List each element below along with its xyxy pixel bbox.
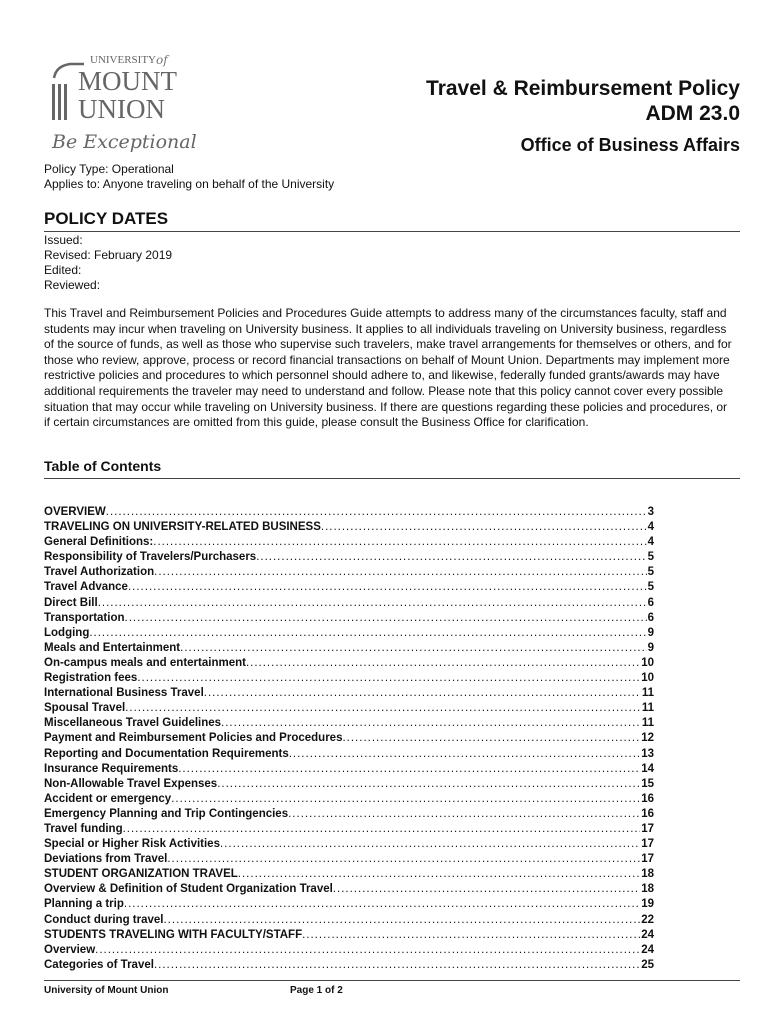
toc-leader-dots	[302, 928, 640, 943]
toc-entry[interactable]	[44, 882, 654, 897]
toc-entry-label: Deviations from Travel	[44, 853, 168, 866]
toc-entry-label: OVERVIEW	[44, 506, 106, 518]
toc-entry-page: 11	[641, 687, 654, 700]
toc-leader-dots	[124, 897, 640, 912]
toc-entry-label: Payment and Reimbursement Policies and Procedures	[44, 732, 343, 745]
toc-entry-label: STUDENTS TRAVELING WITH FACULTY/STAFF	[44, 928, 303, 941]
toc-entry[interactable]	[44, 747, 654, 762]
document-title-block	[426, 76, 740, 157]
toc-entry[interactable]	[44, 731, 654, 746]
toc-entry[interactable]	[44, 822, 654, 837]
toc-leader-dots	[137, 671, 640, 686]
toc-entry[interactable]	[44, 701, 654, 716]
toc-entry-page: 24	[641, 943, 654, 956]
toc-entry-label: Responsibility of Travelers/Purchasers	[44, 551, 257, 564]
toc-entry-page: 17	[641, 838, 654, 851]
table-of-contents	[44, 505, 654, 973]
toc-leader-dots	[180, 641, 646, 656]
toc-leader-dots	[288, 807, 640, 822]
toc-leader-dots	[98, 596, 647, 611]
footer-page-number: Page 1 of 2	[290, 985, 343, 996]
toc-entry-label: Accident or emergency	[44, 792, 172, 805]
toc-entry-label: Conduct during travel	[44, 913, 164, 926]
toc-entry-label: Non-Allowable Travel Expenses	[44, 777, 218, 790]
toc-entry[interactable]	[44, 807, 654, 822]
toc-entry-label: Travel funding	[44, 822, 123, 835]
logo-union-text: UNION	[78, 94, 165, 124]
toc-leader-dots	[178, 762, 640, 777]
toc-leader-dots	[256, 550, 646, 565]
toc-entry-page: 18	[641, 868, 654, 881]
page-footer	[44, 980, 740, 996]
toc-entry-label: TRAVELING ON UNIVERSITY-RELATED BUSINESS	[44, 521, 321, 534]
toc-entry-label: Reporting and Documentation Requirements	[44, 747, 289, 760]
document-title: Travel & Reimbursement Policy	[426, 77, 740, 100]
toc-leader-dots	[89, 626, 646, 641]
toc-entry-label: On-campus meals and entertainment	[44, 656, 246, 669]
toc-entry-page: 13	[641, 747, 654, 760]
intro-paragraph: This Travel and Reimbursement Policies and Procedures Guide attempts to address many of the circumstances faculty, staff and students may incur when traveling on University business. It applies to all individuals traveling on University business, regardless of the source of funds, as well as those who supervise such travelers, make travel arrangements for themselves or others, and for those who review, approve, process or record financial transactions on behalf of Mount Union. Departments may implement more restrictive policies and procedures to which personnel should adhere to, and likewise, federally funded grants/awards may have additional requirements the traveler may need to understand and follow. Please note that this policy cannot cover every possible situation that may occur while traveling on University business. If there are questions regarding these policies and procedures, or if certain circumstances are omitted from this guide, please consult the Business Office for clarification.	[44, 306, 732, 430]
toc-entry-label: Travel Authorization	[44, 566, 155, 579]
toc-entry-page: 17	[641, 822, 654, 835]
toc-entry[interactable]	[44, 580, 654, 595]
toc-entry-label: STUDENT ORGANIZATION TRAVEL	[44, 868, 238, 881]
toc-entry[interactable]	[44, 626, 654, 641]
toc-entry-label: Overview & Definition of Student Organization Travel	[44, 883, 333, 896]
toc-entry-page: 4	[647, 536, 654, 549]
svg-text:of: of	[156, 53, 168, 67]
toc-entry-label: Miscellaneous Travel Guidelines	[44, 717, 222, 730]
toc-leader-dots	[106, 505, 647, 520]
policy-meta	[44, 162, 334, 192]
logo-tagline: Be Exceptional	[52, 131, 197, 153]
toc-entry-page: 11	[641, 702, 654, 715]
toc-leader-dots	[221, 716, 641, 731]
toc-entry-label: Overview	[44, 943, 96, 956]
footer-org: University of Mount Union	[44, 985, 169, 996]
applies-to: Applies to: Anyone traveling on behalf of the University	[44, 177, 335, 191]
toc-entry-label: Transportation	[44, 611, 125, 624]
toc-entry-page: 6	[647, 611, 654, 624]
toc-entry-page: 14	[641, 762, 654, 775]
toc-entry[interactable]	[44, 943, 654, 958]
issued-date: Issued:	[44, 233, 83, 247]
toc-entry-label: Meals and Entertainment	[44, 641, 181, 654]
toc-entry-label: Planning a trip	[44, 898, 124, 911]
toc-entry-page: 10	[641, 656, 654, 669]
toc-entry-label: General Definitions:	[44, 536, 154, 549]
toc-entry[interactable]	[44, 656, 654, 671]
toc-entry[interactable]	[44, 928, 654, 943]
logo-mount-text: MOUNT	[78, 66, 177, 96]
toc-entry-page: 16	[641, 792, 654, 805]
toc-leader-dots	[167, 852, 640, 867]
toc-leader-dots	[238, 867, 640, 882]
toc-leader-dots	[246, 656, 640, 671]
toc-entry[interactable]	[44, 958, 654, 973]
toc-leader-dots	[289, 747, 640, 762]
policy-number: ADM 23.0	[645, 102, 740, 125]
toc-leader-dots	[125, 701, 641, 716]
toc-leader-dots	[321, 520, 647, 535]
toc-leader-dots	[217, 777, 640, 792]
policy-type: Policy Type: Operational	[44, 162, 174, 176]
toc-entry-page: 18	[641, 883, 654, 896]
toc-entry-page: 15	[641, 777, 654, 790]
toc-entry[interactable]	[44, 596, 654, 611]
reviewed-date: Reviewed:	[44, 278, 101, 292]
toc-leader-dots	[204, 686, 641, 701]
edited-date: Edited:	[44, 263, 82, 277]
toc-leader-dots	[128, 580, 647, 595]
toc-entry-page: 6	[647, 596, 654, 609]
toc-entry-page: 19	[641, 898, 654, 911]
toc-entry-page: 25	[641, 958, 654, 971]
toc-entry[interactable]	[44, 867, 654, 882]
toc-entry-page: 3	[647, 506, 654, 518]
toc-entry-label: Insurance Requirements	[44, 762, 179, 775]
toc-entry-page: 11	[641, 717, 654, 730]
toc-entry[interactable]	[44, 550, 654, 565]
toc-entry-label: Lodging	[44, 626, 90, 639]
policy-dates	[44, 233, 172, 293]
toc-entry-page: 5	[647, 551, 654, 564]
toc-entry-page: 10	[641, 672, 654, 685]
toc-leader-dots	[154, 958, 640, 973]
toc-heading: Table of Contents	[44, 458, 740, 479]
toc-entry[interactable]	[44, 913, 654, 928]
toc-entry-page: 12	[641, 732, 654, 745]
toc-entry-page: 5	[647, 566, 654, 579]
policy-dates-heading: POLICY DATES	[44, 209, 740, 232]
toc-entry-page: 16	[641, 807, 654, 820]
toc-entry-page: 4	[647, 521, 654, 534]
toc-entry[interactable]	[44, 671, 654, 686]
toc-entry-label: Travel Advance	[44, 581, 128, 594]
toc-leader-dots	[163, 913, 640, 928]
toc-entry-page: 24	[641, 928, 654, 941]
toc-leader-dots	[171, 792, 640, 807]
toc-entry-page: 9	[647, 626, 654, 639]
toc-entry-label: Registration fees	[44, 672, 138, 685]
toc-entry[interactable]	[44, 716, 654, 731]
toc-entry[interactable]	[44, 641, 654, 656]
toc-entry-page: 17	[641, 853, 654, 866]
toc-entry-label: Direct Bill	[44, 596, 98, 609]
toc-entry[interactable]	[44, 777, 654, 792]
toc-entry-page: 9	[647, 641, 654, 654]
toc-entry[interactable]	[44, 505, 654, 520]
toc-leader-dots	[220, 837, 640, 852]
toc-leader-dots	[125, 611, 647, 626]
toc-leader-dots	[123, 822, 641, 837]
toc-entry[interactable]	[44, 837, 654, 852]
toc-entry-label: Categories of Travel	[44, 958, 154, 971]
toc-entry[interactable]	[44, 611, 654, 626]
revised-date: Revised: February 2019	[44, 248, 173, 262]
mount-union-logo-graphic	[44, 38, 224, 156]
toc-entry-label: Special or Higher Risk Activities	[44, 838, 220, 851]
toc-leader-dots	[154, 565, 646, 580]
logo-university-text: UNIVERSITY	[90, 54, 156, 66]
toc-leader-dots	[333, 882, 640, 897]
office-name: Office of Business Affairs	[520, 135, 740, 155]
toc-entry[interactable]	[44, 762, 654, 777]
toc-entry[interactable]	[44, 897, 654, 912]
toc-entry[interactable]	[44, 535, 654, 550]
toc-entry-label: International Business Travel	[44, 687, 204, 700]
toc-entry[interactable]	[44, 686, 654, 701]
toc-entry[interactable]	[44, 852, 654, 867]
toc-leader-dots	[95, 943, 640, 958]
toc-entry-label: Emergency Planning and Trip Contingencies	[44, 807, 289, 820]
toc-leader-dots	[153, 535, 646, 550]
toc-entry-label: Spousal Travel	[44, 702, 126, 715]
university-logo	[44, 38, 224, 156]
toc-entry[interactable]	[44, 792, 654, 807]
toc-entry[interactable]	[44, 565, 654, 580]
toc-entry[interactable]	[44, 520, 654, 535]
toc-entry-page: 22	[641, 913, 654, 926]
toc-leader-dots	[342, 731, 640, 746]
toc-entry-page: 5	[647, 581, 654, 594]
